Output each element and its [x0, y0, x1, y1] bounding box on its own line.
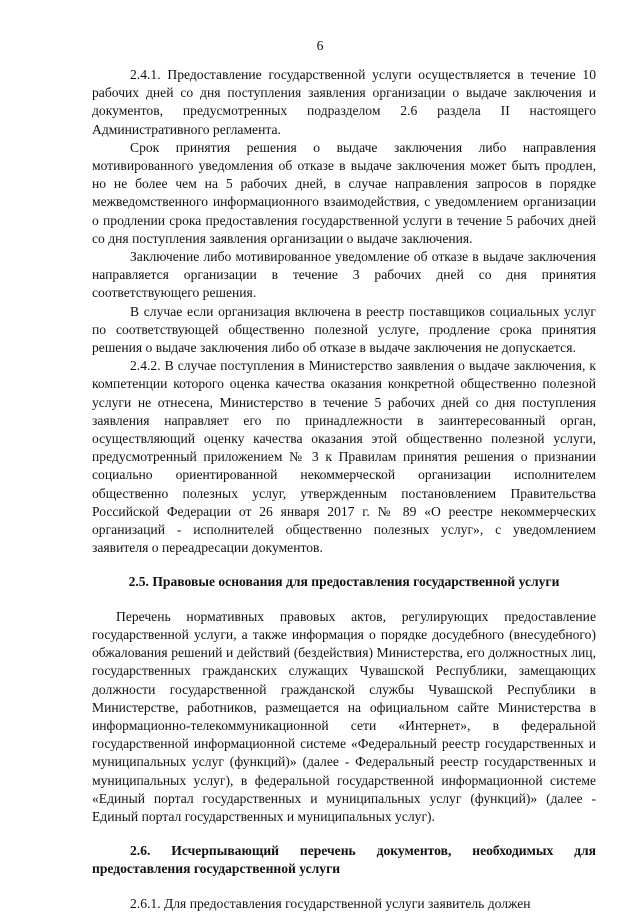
- section-heading-2-5: 2.5. Правовые основания для предоставления государственной услуги: [128, 574, 560, 590]
- paragraph-registry-case: В случае если организация включена в реестр поставщиков социальных услуг по соответствующей общественно полезной услуге, продление срока принятия решения о выдаче заключения либо об отказе в выдаче заключения не допускается.: [92, 303, 596, 356]
- paragraph-2-6-1: 2.6.1. Для предоставления государственной услуги заявитель должен: [130, 895, 531, 911]
- paragraph-notification-sent: Заключение либо мотивированное уведомление об отказе в выдаче заключения направляется организации в течение 3 рабочих дней со дня принятия соответствующего решения.: [92, 249, 596, 301]
- paragraph-legal-basis: Перечень нормативных правовых актов, регулирующих предоставление государственной услуги, а также информация о порядке досудебного (внесудебного) обжалования решений и действий (бездействия) Министерства, его должностных лиц, государственных гражданских служащих Чувашской Республики, замещающих должности государственной гражданской службы Чувашской Республики в Министерстве, работников, размещается на официальном сайте Министерства в информационно-телекоммуникационной сети «Интернет», в федеральной государственной информационной системе «Федеральный реестр государственных и муниципальных услуг (функций)» (далее - Федеральный реестр государственных и муниципальных услуг), в федеральной государственной информационной системе «Единый портал государственных и муниципальных услуг (функций)» (далее - Единый портал государственных и муниципальных услуг).: [92, 608, 596, 824]
- section-2-6: [92, 842, 596, 913]
- paragraph-2-4-1: 2.4.1. Предоставление государственной услуги осуществляется в течение 10 рабочих дней со дня поступления заявления организации о выдаче заключения и документов, предусмотренных подразделом 2.6 раздела II настоящего Административного регламента.: [92, 67, 596, 137]
- section-2-4-text: [92, 66, 596, 557]
- section-heading-2-6: 2.6. Исчерпывающий перечень документов, необходимых для предоставления государственной услуги: [92, 843, 596, 877]
- paragraph-decision-term: Срок принятия решения о выдаче заключения либо направления мотивированного уведомления об отказе в выдаче заключения может быть продлен, но не более чем на 5 рабочих дней, в случае направления запросов в порядке межведомственного информационного взаимодействия, с уведомлением организации о продлении срока предоставления государственной услуги в течение 5 рабочих дней со дня поступления заявления организации о выдаче заключения.: [92, 139, 596, 246]
- page-content: [92, 66, 596, 913]
- page-number: 6: [316, 38, 324, 53]
- section-2-5: [92, 573, 596, 826]
- paragraph-2-4-2: 2.4.2. В случае поступления в Министерство заявления о выдаче заключения, к компетенции которого оценка качества оказания конкретной общественно полезной услуги не отнесена, Министерство в течение 5 рабочих дней со дня поступления заявления направляет его по принадлежности в заинтересованный орган, осуществляющий оценку качества оказания этой общественно полезной услуги, предусмотренный приложением № 3 к Правилам принятия решения о признании социально ориентированной некоммерческой организации исполнителем общественно полезных услуг, утвержденным постановлением Правительства Российской Федерации от 26 января 2017 г. № 89 «О реестре некоммерческих организаций - исполнителей общественно полезных услуг», с уведомлением заявителя о переадресации документов.: [92, 358, 596, 556]
